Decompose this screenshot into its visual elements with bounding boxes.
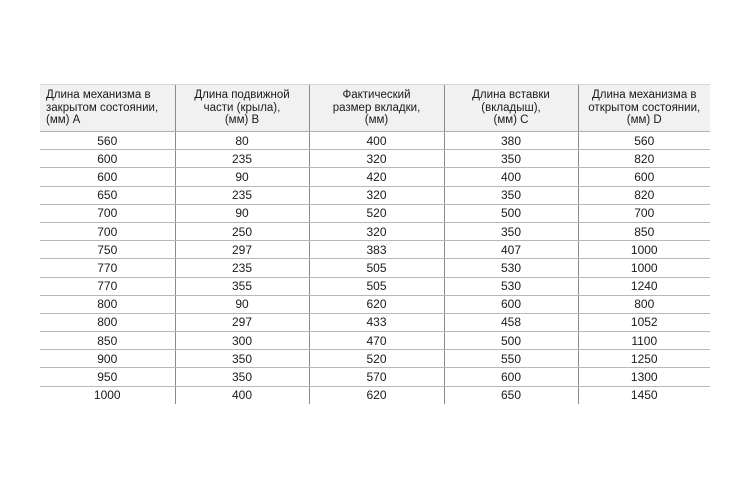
cell-closed-length: 700 — [40, 222, 175, 240]
cell-open-length: 1000 — [578, 241, 710, 259]
cell-insert-length: 500 — [444, 332, 578, 350]
table-row — [40, 222, 710, 240]
table-row — [40, 386, 710, 404]
header-closed-length-a — [40, 85, 175, 132]
table-row — [40, 168, 710, 186]
cell-insert-length: 500 — [444, 204, 578, 222]
cell-moving-part: 90 — [175, 295, 309, 313]
header-actual-insert-size — [309, 85, 444, 132]
cell-closed-length: 770 — [40, 259, 175, 277]
dimensions-table — [40, 84, 710, 404]
cell-insert-length: 550 — [444, 350, 578, 368]
cell-actual-insert: 520 — [309, 204, 444, 222]
cell-moving-part: 250 — [175, 222, 309, 240]
table-row — [40, 350, 710, 368]
cell-insert-length: 407 — [444, 241, 578, 259]
cell-moving-part: 355 — [175, 277, 309, 295]
header-moving-part-b — [175, 85, 309, 132]
header-line: Длина вставки — [472, 89, 550, 102]
table-row — [40, 241, 710, 259]
cell-open-length: 1052 — [578, 313, 710, 331]
header-insert-length-c — [444, 85, 578, 132]
cell-actual-insert: 620 — [309, 386, 444, 404]
header-line: (мм) — [364, 114, 389, 127]
cell-moving-part: 350 — [175, 350, 309, 368]
cell-open-length: 820 — [578, 150, 710, 168]
cell-insert-length: 530 — [444, 259, 578, 277]
cell-insert-length: 350 — [444, 222, 578, 240]
table-row — [40, 204, 710, 222]
cell-open-length: 1100 — [578, 332, 710, 350]
cell-actual-insert: 320 — [309, 150, 444, 168]
cell-closed-length: 560 — [40, 132, 175, 150]
cell-actual-insert: 520 — [309, 350, 444, 368]
cell-moving-part: 235 — [175, 186, 309, 204]
cell-closed-length: 770 — [40, 277, 175, 295]
cell-moving-part: 235 — [175, 150, 309, 168]
table-row — [40, 132, 710, 150]
cell-closed-length: 950 — [40, 368, 175, 386]
cell-open-length: 850 — [578, 222, 710, 240]
cell-moving-part: 350 — [175, 368, 309, 386]
header-line: (мм) B — [224, 114, 260, 127]
cell-actual-insert: 505 — [309, 277, 444, 295]
cell-moving-part: 90 — [175, 204, 309, 222]
header-line: Длина подвижной — [194, 89, 290, 102]
cell-insert-length: 650 — [444, 386, 578, 404]
cell-insert-length: 600 — [444, 368, 578, 386]
cell-actual-insert: 433 — [309, 313, 444, 331]
table-row — [40, 313, 710, 331]
table-body — [40, 132, 710, 404]
header-line: закрытом состоянии, — [46, 101, 159, 114]
cell-actual-insert: 320 — [309, 222, 444, 240]
cell-insert-length: 458 — [444, 313, 578, 331]
cell-actual-insert: 505 — [309, 259, 444, 277]
cell-moving-part: 80 — [175, 132, 309, 150]
header-line: части (крыла), — [203, 101, 281, 114]
header-open-length-d — [578, 85, 710, 132]
table-row — [40, 332, 710, 350]
cell-insert-length: 350 — [444, 186, 578, 204]
cell-insert-length: 400 — [444, 168, 578, 186]
cell-actual-insert: 420 — [309, 168, 444, 186]
cell-open-length: 560 — [578, 132, 710, 150]
cell-actual-insert: 400 — [309, 132, 444, 150]
cell-moving-part: 90 — [175, 168, 309, 186]
cell-insert-length: 350 — [444, 150, 578, 168]
table-row — [40, 259, 710, 277]
cell-actual-insert: 320 — [309, 186, 444, 204]
cell-open-length: 800 — [578, 295, 710, 313]
cell-moving-part: 235 — [175, 259, 309, 277]
cell-moving-part: 300 — [175, 332, 309, 350]
cell-moving-part: 297 — [175, 313, 309, 331]
cell-insert-length: 600 — [444, 295, 578, 313]
cell-open-length: 600 — [578, 168, 710, 186]
table-row — [40, 295, 710, 313]
cell-actual-insert: 620 — [309, 295, 444, 313]
header-line: Длина механизма в — [46, 89, 151, 102]
header-line: (мм) D — [626, 114, 662, 127]
cell-closed-length: 750 — [40, 241, 175, 259]
table-row — [40, 150, 710, 168]
header-row — [40, 85, 710, 132]
table-header — [40, 85, 710, 132]
cell-closed-length: 600 — [40, 168, 175, 186]
header-line: (мм) C — [493, 114, 529, 127]
cell-moving-part: 297 — [175, 241, 309, 259]
cell-open-length: 820 — [578, 186, 710, 204]
header-line: размер вкладки, — [332, 101, 421, 114]
cell-moving-part: 400 — [175, 386, 309, 404]
cell-closed-length: 1000 — [93, 388, 121, 403]
cell-insert-length: 530 — [444, 277, 578, 295]
table-row — [40, 368, 710, 386]
cell-actual-insert: 470 — [309, 332, 444, 350]
cell-closed-length: 800 — [40, 295, 175, 313]
cell-actual-insert: 570 — [309, 368, 444, 386]
cell-insert-length: 380 — [444, 132, 578, 150]
table-row — [40, 277, 710, 295]
header-line: (мм) A — [46, 114, 81, 127]
header-line: Длина механизма в — [591, 89, 697, 102]
table-row — [40, 186, 710, 204]
cell-closed-length: 700 — [40, 204, 175, 222]
cell-actual-insert: 383 — [309, 241, 444, 259]
header-line: Фактический — [342, 89, 411, 102]
cell-open-length: 1240 — [578, 277, 710, 295]
cell-open-length: 1250 — [578, 350, 710, 368]
cell-closed-length: 850 — [40, 332, 175, 350]
cell-closed-length: 650 — [40, 186, 175, 204]
cell-open-length: 1000 — [578, 259, 710, 277]
cell-closed-length: 600 — [40, 150, 175, 168]
cell-open-length: 700 — [578, 204, 710, 222]
cell-open-length: 1450 — [578, 386, 710, 404]
cell-open-length: 1300 — [578, 368, 710, 386]
header-line: (вкладыш), — [481, 101, 541, 114]
header-line: открытом состоянии, — [588, 101, 701, 114]
cell-closed-length: 800 — [40, 313, 175, 331]
cell-closed-length: 900 — [40, 350, 175, 368]
